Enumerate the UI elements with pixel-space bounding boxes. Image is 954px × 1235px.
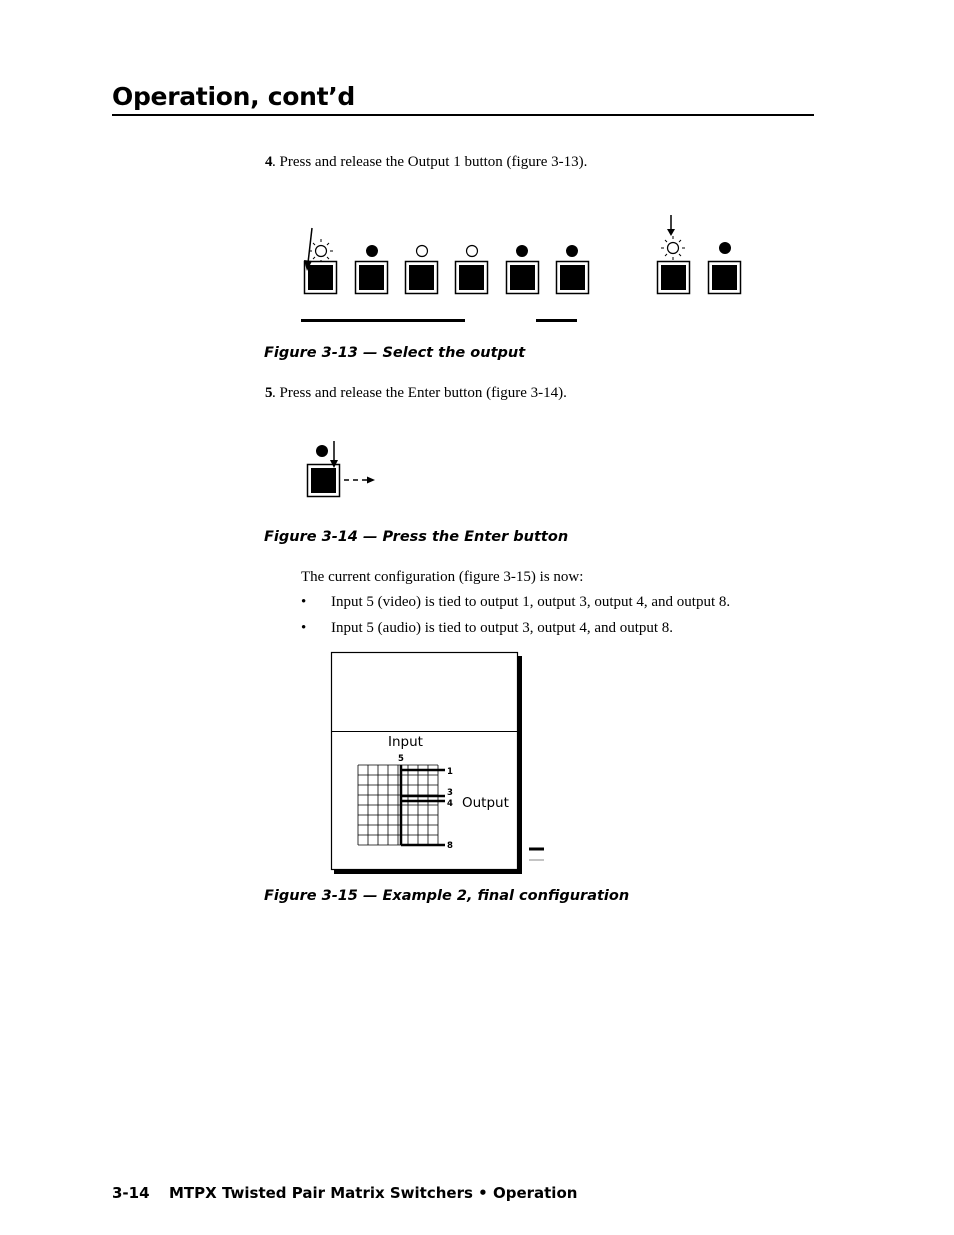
press-arrow-icon [667,215,675,236]
step-number: 4 [265,154,273,170]
output-number: 1 [447,767,453,777]
display-panel [332,653,518,870]
output-4-button[interactable] [456,262,488,294]
output-label: Output [462,795,509,811]
led-on-icon [316,445,328,457]
led-on-icon [566,245,578,257]
led-off-icon [467,246,478,257]
input-label: Input [388,734,423,750]
figure-3-13-button-panel [290,205,760,330]
figure-3-14-enter-button [300,438,390,504]
bullet-glyph: • [301,594,307,610]
figure-3-14-caption: Figure 3-14 — Press the Enter button [264,529,569,545]
output-6-button[interactable] [557,262,589,294]
figure-3-13-caption: Figure 3-13 — Select the output [264,345,526,361]
output-2-button[interactable] [356,262,388,294]
led-lit-icon [309,239,333,263]
enter-button[interactable] [308,465,340,497]
figure-3-15-configuration-display [328,648,548,878]
output-3-button[interactable] [406,262,438,294]
config-intro: The current configuration (figure 3-15) is now: [301,569,584,585]
input-number: 5 [398,754,404,764]
step-number: 5 [265,385,273,401]
output-number: 8 [447,841,453,851]
page-number: 3-14 [112,1184,150,1202]
title-rule [112,114,814,116]
running-title: MTPX Twisted Pair Matrix Switchers • Operation [169,1184,578,1202]
figure-3-15-caption: Figure 3-15 — Example 2, final configuration [264,888,630,904]
led-on-icon [366,245,378,257]
led-off-icon [417,246,428,257]
output-number: 4 [447,799,453,809]
dashed-arrow-icon [344,477,375,484]
step-text: . Press and release the Enter button (figure 3-14). [272,385,567,401]
bullet-text: Input 5 (video) is tied to output 1, output 3, output 4, and output 8. [331,594,731,610]
output-8-button[interactable] [709,262,741,294]
page-title: Operation, cont’d [112,82,356,111]
led-on-icon [516,245,528,257]
output-5-button[interactable] [507,262,539,294]
output-7-button[interactable] [658,262,690,294]
led-lit-icon [661,236,685,260]
bullet-text: Input 5 (audio) is tied to output 3, output 4, and output 8. [331,620,674,636]
led-on-icon [719,242,731,254]
output-number: 3 [447,788,453,798]
bullet-glyph: • [301,620,307,636]
step-text: . Press and release the Output 1 button (figure 3-13). [272,154,588,170]
